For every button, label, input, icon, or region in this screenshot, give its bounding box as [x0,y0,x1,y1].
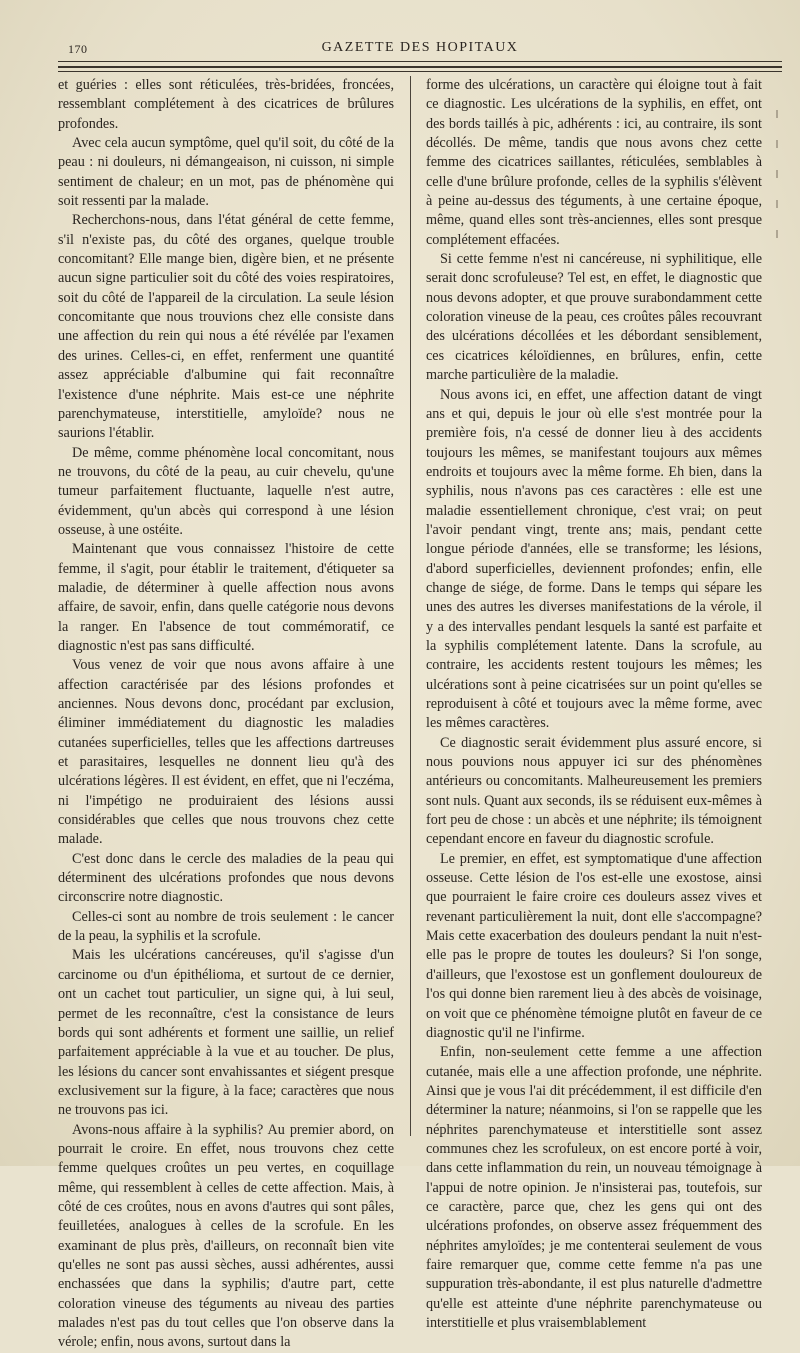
paragraph: et guéries : elles sont réticulées, très-bridées, froncées, ressemblant complétement à des cicatrices de brûlures profondes. [58,77,394,132]
margin-marks [776,110,782,890]
paragraph: Vous venez de voir que nous avons affaire à une affection caractérisée par des lésions profondes et anciennes. Nous devons donc, procédant par exclusion, éliminer immédiatement du diagnostic les maladies cutanées superficielles, telles que les affections dartreuses et parasitaires, lesquelles ne donnent lieu qu'à des ulcérations légères. Il est évident, en effet, que ni l'eczéma, ni l'impétigo ne produiraient des lésions aussi considérables que celles que nous trouvons chez cette malade. [58,657,394,848]
header-rule-thin-lower [58,71,782,72]
right-column [426,76,762,1333]
paragraph: De même, comme phénomène local concomitant, nous ne trouvons, du côté de la peau, au cuir chevelu, qu'une tumeur parfaitement fluctuante, laquelle n'est autre, évidemment, qu'un abcès qui correspond à une lésion osseuse, à une ostéite. [58,444,394,538]
paragraph: Mais les ulcérations cancéreuses, qu'il s'agisse d'un carcinome ou d'un épithélioma, et surtout de ce dernier, ont un cachet tout particulier, un signe qui, à lui seul, permet de les reconnaître, c'est la consistance de leurs bords qui sont adhérents et forment une saillie, un relief parfaitement appréciable à la vue et au toucher. De plus, les lésions du cancer sont envahissantes et siégent presque exclusivement sur la figure, à la face; caractères que nous ne trouvons pas ici. [58,947,394,1119]
paragraph: Recherchons-nous, dans l'état général de cette femme, s'il n'existe pas, du côté des organes, quelque trouble concomitant? Elle mange bien, digère bien, et ne présente aucun signe particulier soit du côté des voies respiratoires, soit du côté de l'appareil de la circulation. La seule lésion concomitante que nous trouvions chez elle consiste dans une affection du rein qui nous a été révélée par l'examen des urines. Celles-ci, en effet, renferment une quantité assez appréciable d'albumine qui fait reconnaître l'existence d'une néphrite. Mais est-ce une néphrite parenchymateuse, interstitielle, amyloïde? nous ne saurions l'établir. [58,212,394,442]
paragraph: Maintenant que vous connaissez l'histoire de cette femme, il s'agit, pour établir le traitement, d'étiqueter sa maladie, de déterminer à quelle affection nous avons affaire, de savoir, enfin, dans quelle catégorie nous devons la ranger. En l'absence de tout commémoratif, ce diagnostic n'est pas sans difficulté. [58,541,394,654]
page-number: 170 [68,42,88,56]
paragraph: Si cette femme n'est ni cancéreuse, ni syphilitique, elle serait donc scrofuleuse? Tel est, en effet, le diagnostic que nous devons adopter, et que prouve surabondamment cette coloration vineuse de la peau, ces croûtes pâles recouvrant des ulcérations décollées et les débordant sensiblement, ces cicatrices kéloïdiennes, en brûlures, enfin, cette marche particulière de la maladie. [426,251,762,384]
header-rule-thin [58,61,782,62]
paragraph: C'est donc dans le cercle des maladies de la peau qui déterminent des ulcérations profondes que nous devons circonscrire notre diagnostic. [58,850,394,906]
paragraph: Avons-nous affaire à la syphilis? Au premier abord, on pourrait le croire. En effet, nous trouvons chez cette femme quelques croûtes un peu vertes, en coquillage même, qui ressemblent à celles de cette affection. Mais, à côté de ces croûtes, nous en avons d'autres qui sont pâles, feuilletées, analogues à celles de la scrofule. En les examinant de plus près, d'ailleurs, on reconnaît bien vite qu'elles ne sont pas aussi sèches, aussi adhérentes, aussi enchassées que dans la syphilis; d'autre part, cette coloration vineuse des téguments au niveau des parties malades n'est pas du tout celles que l'on observe dans la vérole; enfin, nous avons, surtout dans la [58,1121,394,1351]
paragraph: forme des ulcérations, un caractère qui éloigne tout à fait ce diagnostic. Les ulcérations de la syphilis, en effet, ont des bords taillés à pic, adhérents : ici, au contraire, ils sont décollés. De même, tandis que nous avons chez cette femme des cicatrices saillantes, réticulées, semblables à celle d'une brûlure profonde, celles de la syphilis s'élèvent à peine au-dessus des téguments, à une certaine époque, même, quand elles sont très-anciennes, elles sont presque complétement effacées. [426,77,762,248]
column-divider [410,76,411,1136]
paragraph: Avec cela aucun symptôme, quel qu'il soit, du côté de la peau : ni douleurs, ni démangeaison, ni cuisson, ni simple sentiment de chaleur; en un mot, pas de phénomène qui soit ressenti par la malade. [58,135,394,210]
paragraph: Nous avons ici, en effet, une affection datant de vingt ans et qui, depuis le jour où elle s'est montrée pour la première fois, n'a cessé de donner lieu à des accidents toujours les mêmes, se manifestant toujours aux mêmes endroits et toujours avec la même forme. Eh bien, dans la syphilis, nous n'avons pas ces caractères : elle est une maladie essentiellement chronique, c'est vrai; on peut l'avoir pendant vingt, trente ans; mais, pendant cette longue période d'années, elle se transforme; les lésions, d'abord superficielles, deviennent profondes; enfin, elle change de siége, de forme. Dans le temps qui sépare les unes des autres les diverses manifestations de la vérole, il y a des intervalles pendant lesquels la santé est parfaite et la syphilis complétement latente. Dans la scrofule, au contraire, les accidents restent toujours les mêmes; les ulcérations sont à peine cicatrisées sur un point qu'elles se reproduisent à côté et toujours avec la même forme, avec les mêmes caractères. [426,386,762,732]
journal-title: GAZETTE DES HOPITAUX [321,40,519,55]
paragraph: Ce diagnostic serait évidemment plus assuré encore, si nous pouvions nous appuyer ici sur des phénomènes antérieurs ou concomitants. Malheureusement les premiers sont nuls. Quant aux seconds, ils se réduisent eux-mêmes à fort peu de chose : un abcès et une néphrite; ils témoignent cependant encore en faveur du diagnostic scrofule. [426,734,762,848]
header-rule-thick [58,66,782,68]
paragraph: Enfin, non-seulement cette femme a une affection cutanée, mais elle a une affection profonde, une néphrite. Ainsi que je vous l'ai dit précédemment, il est difficile d'en déterminer la nature; néanmoins, si l'on se rappelle que les néphrites parenchymateuse et interstitielle sont assez communes chez les scrofuleux, on est encore porté à voir, dans cette inflammation du rein, un nouveau témoignage à l'appui de notre opinion. Je n'insisterai pas, toutefois, sur ce caractère, parce que, chez les gens qui ont des ulcérations profondes, on observe assez fréquemment des néphrites amyloïdes; je me contenterai seulement de vous faire remarquer que, comme cette femme n'a pas une suppuration très-abondante, il est plus naturelle d'admettre qu'elle est atteinte d'une néphrite parenchymateuse ou interstitielle et plus vraisemblablement [426,1044,762,1331]
left-column [58,76,394,1353]
paragraph: Celles-ci sont au nombre de trois seulement : le cancer de la peau, la syphilis et la scrofule. [58,908,394,945]
paragraph: Le premier, en effet, est symptomatique d'une affection osseuse. Cette lésion de l'os est-elle une exostose, ainsi que pourraient le faire croire ces douleurs assez vives et revenant particulièrement la nuit, dont elle s'accompagne? Mais cette exacerbation des douleurs pendant la nuit n'est-elle pas le propre de toutes les douleurs? Si l'on songe, d'ailleurs, que l'exostose est un gonflement douloureux de l'os qui donne bien rarement lieu à des abcès de voisinage, on voit que ce phénomène témoigne plutôt en faveur de ce diagnostic qu'il ne l'infirme. [426,850,762,1041]
